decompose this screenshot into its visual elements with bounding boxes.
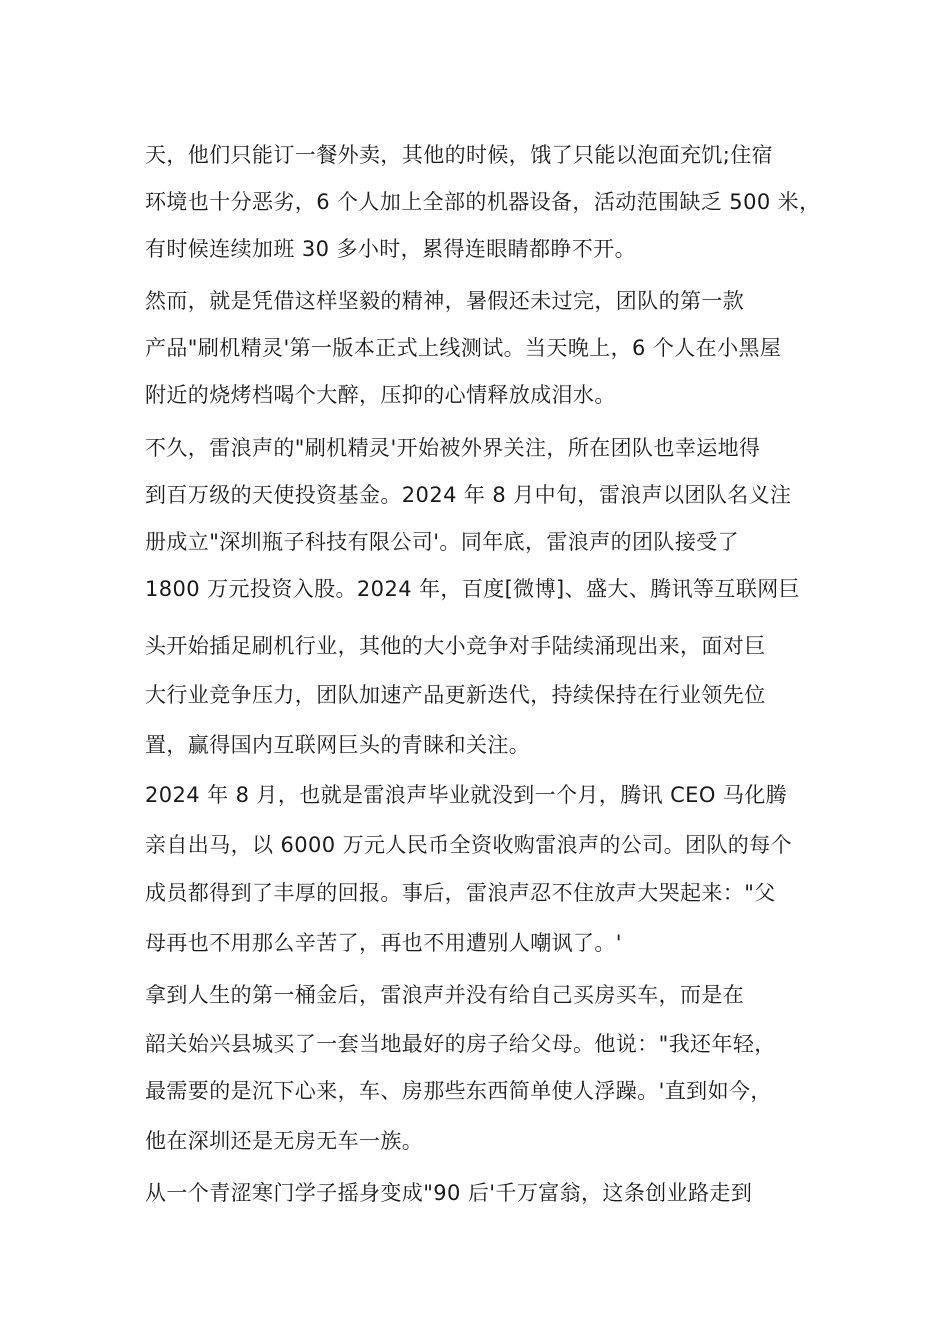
text-line: 大行业竞争压力，团队加速产品更新迭代，持续保持在行业领先位 bbox=[145, 683, 766, 707]
text-line: 环境也十分恶劣，6 个人加上全部的机器设备，活动范围缺乏 500 米， bbox=[145, 190, 821, 214]
text-line: 产品"刷机精灵'第一版本正式上线测试。当天晚上，6 个人在小黑屋 bbox=[145, 336, 782, 360]
text-line: 置，赢得国内互联网巨头的青睐和关注。 bbox=[145, 733, 531, 757]
text-line: 天，他们只能订一餐外卖，其他的时候，饿了只能以泡面充饥;住宿 bbox=[145, 143, 774, 167]
text-line: 册成立"深圳瓶子科技有限公司'。同年底，雷浪声的团队接受了 bbox=[145, 530, 740, 554]
text-line: 1800 万元投资入股。2024 年，百度[微博]、盛大、腾讯等互联网巨 bbox=[145, 577, 801, 601]
text-line: 2024 年 8 月，也就是雷浪声毕业就没到一个月，腾讯 CEO 马化腾 bbox=[145, 783, 788, 807]
text-line: 他在深圳还是无房无车一族。 bbox=[145, 1129, 424, 1153]
text-line: 韶关始兴县城买了一套当地最好的房子给父母。他说："我还年轻， bbox=[145, 1032, 776, 1056]
text-line: 拿到人生的第一桶金后，雷浪声并没有给自己买房买车，而是在 bbox=[145, 983, 745, 1007]
text-line: 然而，就是凭借这样坚毅的精神，暑假还未过完，团队的第一款 bbox=[145, 289, 745, 313]
text-line: 成员都得到了丰厚的回报。事后，雷浪声忍不住放声大哭起来："父 bbox=[145, 881, 776, 905]
text-line: 不久，雷浪声的"刷机精灵'开始被外界关注，所在团队也幸运地得 bbox=[145, 436, 761, 460]
text-line: 附近的烧烤档喝个大醉，压抑的心情释放成泪水。 bbox=[145, 383, 616, 407]
text-line: 从一个青涩寒门学子摇身变成"90 后'千万富翁，这条创业路走到 bbox=[145, 1181, 753, 1205]
text-line: 有时候连续加班 30 多小时，累得连眼睛都睁不开。 bbox=[145, 237, 637, 261]
text-line: 亲自出马，以 6000 万元人民币全资收购雷浪声的公司。团队的每个 bbox=[145, 833, 792, 857]
text-line: 头开始插足刷机行业，其他的大小竞争对手陆续涌现出来，面对巨 bbox=[145, 634, 766, 658]
text-line: 最需要的是沉下心来，车、房那些东西简单使人浮躁。'直到如今， bbox=[145, 1079, 772, 1103]
text-line: 母再也不用那么辛苦了，再也不用遭别人嘲讽了。' bbox=[145, 931, 622, 955]
text-line: 到百万级的天使投资基金。2024 年 8 月中旬，雷浪声以团队名义注 bbox=[145, 483, 792, 507]
